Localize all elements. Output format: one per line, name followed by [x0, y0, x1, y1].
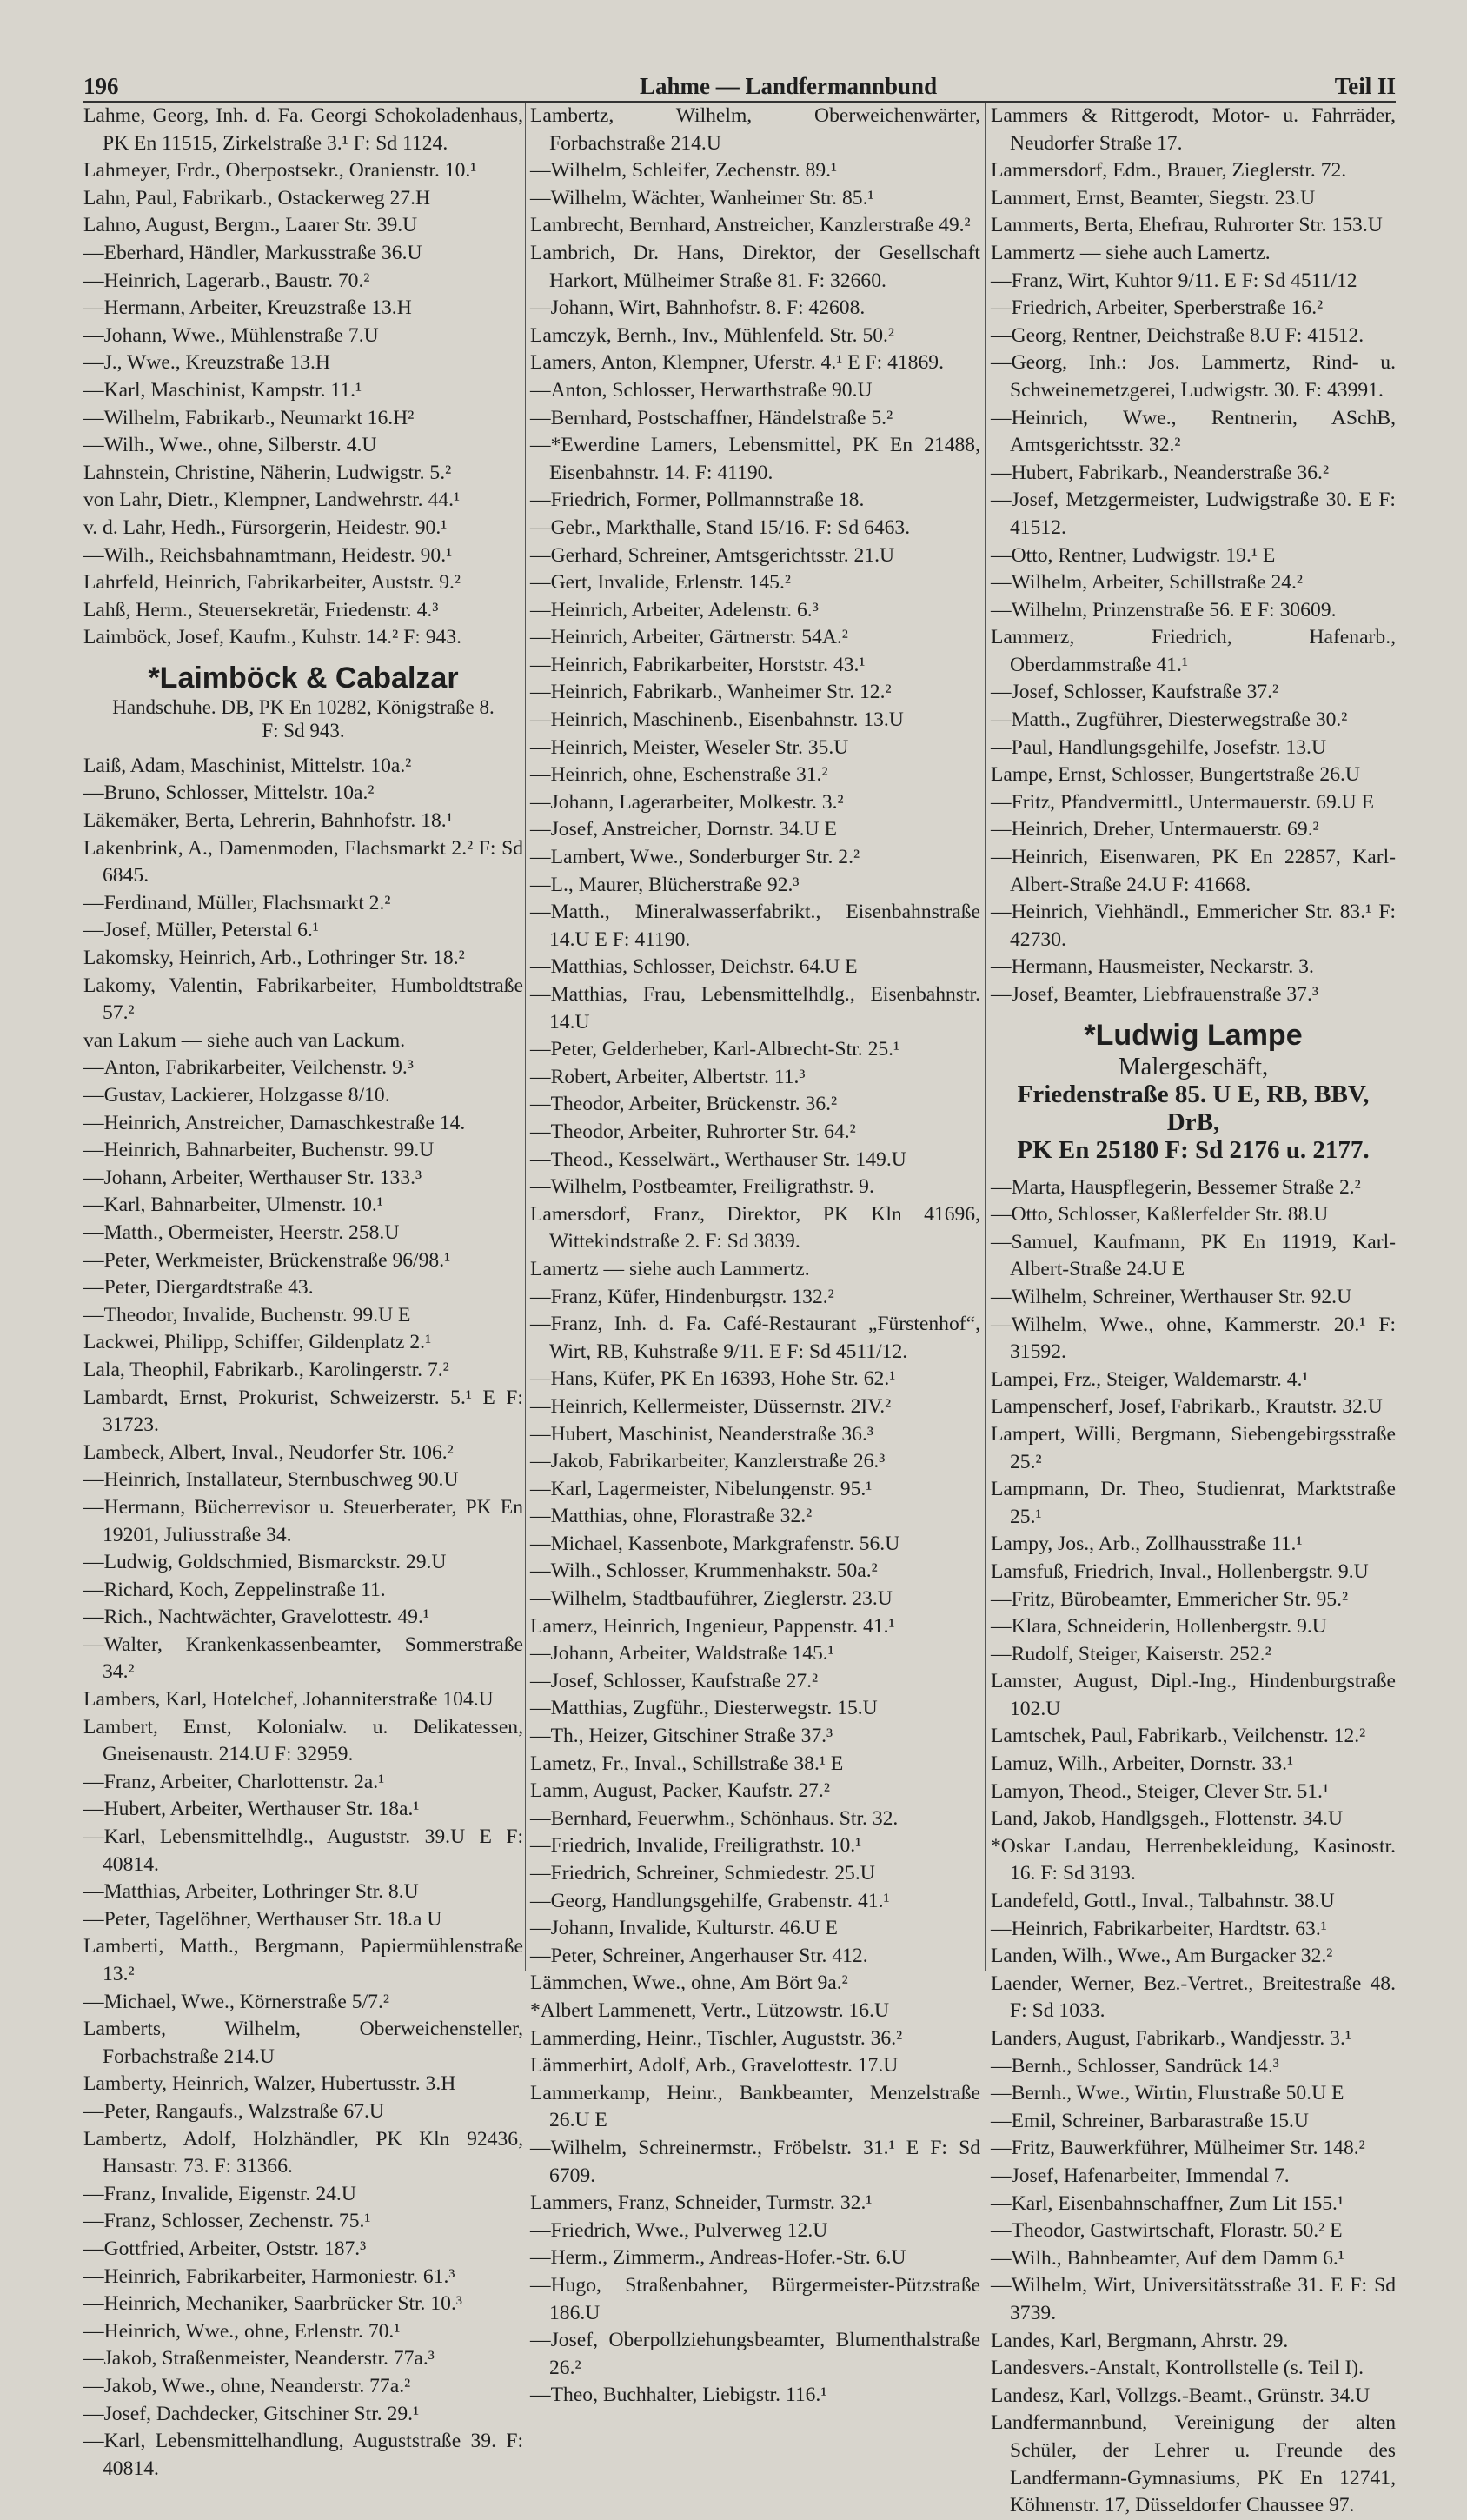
directory-entry: —Matthias, ohne, Florastraße 32.²	[530, 1505, 813, 1528]
directory-entry: —Heinrich, Meister, Weseler Str. 35.U	[530, 735, 849, 759]
directory-entry: Lamm, August, Packer, Kaufstr. 27.²	[530, 1779, 830, 1803]
directory-entry: Lammers & Rittgerodt, Motor- u. Fahrräder, Neudorfer Straße 17.	[991, 104, 1396, 155]
directory-entry: —Peter, Gelderheber, Karl-Albrecht-Str. 25.¹	[530, 1038, 900, 1061]
directory-entry: —Georg, Handlungsgehilfe, Grabenstr. 41.¹	[530, 1889, 890, 1912]
directory-entry: —Eberhard, Händler, Markusstraße 36.U	[83, 241, 422, 264]
directory-entry: Lamberts, Wilhelm, Oberweichensteller, Forbachstraße 214.U	[83, 2018, 523, 2068]
directory-entry: —Fritz, Bürobeamter, Emmericher Str. 95.²	[991, 1587, 1349, 1611]
directory-entry: —Friedrich, Invalide, Freiligrathstr. 10.¹	[530, 1834, 862, 1858]
directory-entry: —Anton, Fabrikarbeiter, Veilchenstr. 9.³	[83, 1056, 414, 1080]
directory-entry: —Theodor, Invalide, Buchenstr. 99.U E	[83, 1303, 411, 1326]
directory-entry: —*Ewerdine Lamers, Lebensmittel, PK En 21488, Eisenbahnstr. 14. F: 41190.	[530, 434, 980, 484]
directory-entry: —Wilhelm, Wwe., ohne, Kammerstr. 20.¹ F: 31592.	[991, 1313, 1396, 1364]
advertisement-title: *Ludwig Lampe	[1084, 1018, 1303, 1052]
directory-entry: —Wilhelm, Wirt, Universitätsstraße 31. E F: Sd 3739.	[991, 2274, 1396, 2324]
directory-entry: —Wilh., Schlosser, Krummenhakstr. 50a.²	[530, 1559, 878, 1583]
directory-entry: Lambardt, Ernst, Prokurist, Schweizerstr. 5.¹ E F: 31723.	[83, 1386, 523, 1437]
directory-entry: —Heinrich, Dreher, Untermauerstr. 69.²	[991, 818, 1319, 841]
directory-entry: *Oskar Landau, Herrenbekleidung, Kasinostr. 16. F: Sd 3193.	[991, 1834, 1396, 1885]
advertisement	[991, 1018, 1396, 1164]
directory-entry: —Matth., Obermeister, Heerstr. 258.U	[83, 1220, 400, 1244]
directory-entry: Lammert, Ernst, Beamter, Siegstr. 23.U	[991, 186, 1316, 209]
directory-entry: —Ludwig, Goldschmied, Bismarckstr. 29.U	[83, 1551, 447, 1574]
directory-entry: —Otto, Schlosser, Kaßlerfelder Str. 88.U	[991, 1203, 1329, 1227]
column-divider	[525, 103, 526, 1971]
directory-entry: —J., Wwe., Kreuzstraße 13.H	[83, 351, 330, 375]
advertisement-title: *Laimböck & Cabalzar	[148, 661, 459, 695]
directory-entry: —Wilh., Bahnbeamter, Auf dem Damm 6.¹	[991, 2246, 1344, 2270]
directory-entry: —Heinrich, Fabrikarbeiter, Harmoniestr. 61.³	[83, 2264, 455, 2288]
advertisement-line: Friedenstraße 85. U E, RB, BBV, DrB,	[1017, 1080, 1370, 1136]
advertisement-line: PK En 25180 F: Sd 2176 u. 2177.	[1017, 1135, 1370, 1164]
directory-entry: —Peter, Schreiner, Angerhauser Str. 412.	[530, 1944, 868, 1967]
directory-entry: —Wilhelm, Wächter, Wanheimer Str. 85.¹	[530, 186, 874, 209]
directory-entry: Lahmeyer, Frdr., Oberpostsekr., Oranienstr. 10.¹	[83, 159, 477, 183]
directory-entry: Landen, Wilh., Wwe., Am Burgacker 32.²	[991, 1945, 1333, 1968]
directory-entry: —Herm., Zimmerm., Andreas-Hofer.-Str. 6.U	[530, 2246, 906, 2270]
directory-entry: —Gebr., Markthalle, Stand 15/16. F: Sd 6463.	[530, 515, 911, 539]
directory-entry: —Lambert, Wwe., Sonderburger Str. 2.²	[530, 846, 860, 869]
directory-entry: —Wilh., Reichsbahnamtmann, Heidestr. 90.¹	[83, 543, 453, 567]
directory-entry: —Matth., Zugführer, Diesterwegstraße 30.²	[991, 708, 1348, 732]
directory-entry: Lambeck, Albert, Inval., Neudorfer Str. 106.²	[83, 1440, 454, 1464]
directory-entry: —Otto, Rentner, Ludwigstr. 19.¹ E	[991, 543, 1276, 567]
directory-entry: Lakenbrink, A., Damenmoden, Flachsmarkt 2.² F: Sd 6845.	[83, 836, 523, 888]
directory-entry: —Th., Heizer, Gitschiner Straße 37.³	[530, 1725, 833, 1748]
directory-entry: —Hubert, Arbeiter, Werthauser Str. 18a.¹	[83, 1798, 420, 1821]
directory-entry: —Walter, Krankenkassenbeamter, Sommerstraße 34.²	[83, 1632, 523, 1684]
directory-entry: —Franz, Küfer, Hindenburgstr. 132.²	[530, 1285, 834, 1308]
directory-entry: —Josef, Dachdecker, Gitschiner Str. 29.¹	[83, 2402, 420, 2425]
directory-entry: —Bernh., Schlosser, Sandrück 14.³	[991, 2054, 1279, 2078]
directory-entry: Landesz, Karl, Vollzgs.-Beamt., Grünstr. 34.U	[991, 2384, 1371, 2407]
directory-entry: —Josef, Schlosser, Kaufstraße 37.²	[991, 681, 1279, 704]
directory-entry: —Anton, Schlosser, Herwarthstraße 90.U	[530, 378, 873, 402]
directory-entry: —Georg, Rentner, Deichstraße 8.U F: 41512.	[991, 323, 1364, 347]
directory-entry: Lamuz, Wilh., Arbeiter, Dornstr. 33.¹	[991, 1752, 1294, 1776]
directory-entry: —Josef, Hafenarbeiter, Immendal 7.	[991, 2164, 1290, 2187]
directory-entry: —Heinrich, Viehhändl., Emmericher Str. 83.¹ F: 42730.	[991, 901, 1396, 951]
directory-entry: —Wilh., Wwe., ohne, Silberstr. 4.U	[83, 434, 377, 457]
directory-entry: —Hans, Küfer, PK En 16393, Hohe Str. 62.¹	[530, 1367, 896, 1391]
directory-entry: —Heinrich, Bahnarbeiter, Buchenstr. 99.U	[83, 1139, 435, 1162]
directory-entry: Lampe, Ernst, Schlosser, Bungertstraße 26.U	[991, 763, 1360, 787]
directory-entry: Lamerz, Heinrich, Ingenieur, Pappenstr. 41.¹	[530, 1614, 895, 1638]
directory-entry: —Karl, Eisenbahnschaffner, Zum Lit 155.¹	[991, 2191, 1344, 2215]
directory-entry: von Lahr, Dietr., Klempner, Landwehrstr. 44.¹	[83, 489, 461, 512]
directory-entry: —Matthias, Zugführ., Diesterwegstr. 15.U	[530, 1697, 878, 1720]
directory-entry: Lackwei, Philipp, Schiffer, Gildenplatz 2.¹	[83, 1331, 432, 1354]
directory-entry: —Gerhard, Schreiner, Amtsgerichtsstr. 21.U	[530, 543, 895, 567]
directory-entry: —Michael, Kassenbote, Markgrafenstr. 56.U	[530, 1532, 900, 1555]
directory-entry: —Heinrich, Mechaniker, Saarbrücker Str. 10.³	[83, 2292, 462, 2316]
column-divider	[985, 103, 986, 1971]
directory-entry: Laiß, Adam, Maschinist, Mittelstr. 10a.²	[83, 754, 412, 777]
column-1	[83, 103, 523, 2483]
directory-entry: Lahrfeld, Heinrich, Fabrikarbeiter, Auststr. 9.²	[83, 571, 461, 595]
directory-entry: Lampenscherf, Josef, Fabrikarb., Krautstr. 32.U	[991, 1395, 1383, 1419]
directory-entry: —Karl, Lagermeister, Nibelungenstr. 95.¹	[530, 1477, 873, 1500]
directory-entry: —Bernhard, Feuerwhm., Schönhaus. Str. 32.	[530, 1806, 899, 1830]
directory-entry: —Wilhelm, Postbeamter, Freiligrathstr. 9.	[530, 1175, 874, 1199]
directory-entry: —Heinrich, Installateur, Sternbuschweg 90.U	[83, 1468, 459, 1492]
directory-entry: —Hubert, Maschinist, Neanderstraße 36.³	[530, 1422, 873, 1446]
directory-entry: —Heinrich, Wwe., Rentnerin, ASchB, Amtsgerichtsstr. 32.²	[991, 406, 1396, 457]
directory-entry: Lammertz — siehe auch Lamertz.	[991, 241, 1271, 264]
directory-entry: Land, Jakob, Handlgsgeh., Flottenstr. 34.U	[991, 1807, 1343, 1831]
directory-entry: —Jakob, Wwe., ohne, Neanderstr. 77a.²	[83, 2374, 411, 2397]
directory-entry: —Gustav, Lackierer, Holzgasse 8/10.	[83, 1084, 390, 1107]
directory-entry: —Marta, Hauspflegerin, Bessemer Straße 2.²	[991, 1175, 1361, 1199]
advertisement-line: Malergeschäft,	[1118, 1052, 1269, 1080]
directory-entry: —Peter, Diergardtstraße 43.	[83, 1276, 314, 1300]
directory-entry: —Matthias, Frau, Lebensmittelhdlg., Eisenbahnstr. 14.U	[530, 983, 980, 1034]
column-2	[530, 103, 980, 2410]
directory-entry: —Johann, Wirt, Bahnhofstr. 8. F: 42608.	[530, 296, 866, 320]
directory-entry: —Heinrich, Wwe., ohne, Erlenstr. 70.¹	[83, 2319, 401, 2343]
directory-entry: Lammerding, Heinr., Tischler, Auguststr. 36.²	[530, 2026, 903, 2050]
directory-entry: —Hermann, Arbeiter, Kreuzstraße 13.H	[83, 296, 412, 320]
directory-entry: Lahno, August, Bergm., Laarer Str. 39.U	[83, 214, 418, 237]
directory-entry: —Ferdinand, Müller, Flachsmarkt 2.²	[83, 891, 391, 914]
directory-entry: —Heinrich, Kellermeister, Düssernstr. 2IV.²	[530, 1394, 892, 1418]
directory-entry: Lampy, Jos., Arb., Zollhausstraße 11.¹	[991, 1533, 1303, 1556]
directory-entry: —Heinrich, Arbeiter, Gärtnerstr. 54A.²	[530, 626, 848, 649]
directory-entry: —Johann, Invalide, Kulturstr. 46.U E	[530, 1917, 838, 1940]
directory-entry: —Rudolf, Steiger, Kaiserstr. 252.²	[991, 1642, 1271, 1666]
directory-entry: —Bernhard, Postschaffner, Händelstraße 5.²	[530, 406, 893, 429]
directory-entry: Lakomy, Valentin, Fabrikarbeiter, Humboldtstraße 57.²	[83, 974, 523, 1025]
directory-entry: Läkemäker, Berta, Lehrerin, Bahnhofstr. 18.¹	[83, 809, 453, 833]
directory-entry: Lamster, August, Dipl.-Ing., Hindenburgstraße 102.U	[991, 1670, 1396, 1720]
directory-entry: —Johann, Arbeiter, Werthauser Str. 133.³	[83, 1166, 422, 1189]
directory-entry: Lahme, Georg, Inh. d. Fa. Georgi Schokoladenhaus, PK En 11515, Zirkelstraße 3.¹ F: Sd 1124.	[83, 104, 523, 155]
page-title: Lahme — Landfermannbund	[640, 73, 938, 99]
directory-entry: —Samuel, Kaufmann, PK En 11919, Karl-Albert-Straße 24.U E	[991, 1230, 1396, 1281]
directory-entry: —Theod., Kesselwärt., Werthauser Str. 149.U	[530, 1147, 906, 1171]
directory-entry: Lambrecht, Bernhard, Anstreicher, Kanzlerstraße 49.²	[530, 214, 971, 237]
directory-entry: Lahn, Paul, Fabrikarb., Ostackerweg 27.H	[83, 186, 431, 209]
directory-entry: Lammerz, Friedrich, Hafenarb., Oberdammstraße 41.¹	[991, 626, 1396, 676]
directory-entry: Lampert, Willi, Bergmann, Siebengebirgsstraße 25.²	[991, 1422, 1396, 1473]
directory-entry: —Matthias, Arbeiter, Lothringer Str. 8.U	[83, 1880, 419, 1904]
directory-entry: van Lakum — siehe auch van Lackum.	[83, 1028, 406, 1052]
directory-entry: —Josef, Metzgermeister, Ludwigstraße 30. E F: 41512.	[991, 489, 1396, 539]
advertisement-line: F: Sd 943.	[262, 719, 345, 741]
directory-entry: —Heinrich, Anstreicher, Damaschkestraße 14.	[83, 1111, 466, 1134]
page-header	[83, 73, 1396, 99]
directory-entry: —Heinrich, Eisenwaren, PK En 22857, Karl-Albert-Straße 24.U F: 41668.	[991, 846, 1396, 896]
directory-entry: —Friedrich, Former, Pollmannstraße 18.	[530, 489, 865, 512]
directory-entry: —Heinrich, Lagerarb., Baustr. 70.²	[83, 269, 370, 292]
directory-entry: Lamberty, Heinrich, Walzer, Hubertusstr. 3.H	[83, 2072, 456, 2096]
directory-entry: —Josef, Beamter, Liebfrauenstraße 37.³	[991, 983, 1318, 1006]
directory-entry: Lammers, Franz, Schneider, Turmstr. 32.¹	[530, 2191, 873, 2215]
directory-entry: Laimböck, Josef, Kaufm., Kuhstr. 14.² F: 943.	[83, 626, 461, 649]
directory-entry: —Jakob, Straßenmeister, Neanderstr. 77a.³	[83, 2347, 435, 2370]
directory-entry: —Johann, Wwe., Mühlenstraße 7.U	[83, 323, 379, 347]
directory-entry: —Gottfried, Arbeiter, Oststr. 187.³	[83, 2237, 367, 2260]
directory-entry: —Karl, Lebensmittelhdlg., Auguststr. 39.U E F: 40814.	[83, 1825, 523, 1876]
directory-entry: —Franz, Arbeiter, Charlottenstr. 2a.¹	[83, 1770, 385, 1793]
directory-entry: —Josef, Müller, Peterstal 6.¹	[83, 919, 319, 942]
directory-entry: —Michael, Wwe., Körnerstraße 5/7.²	[83, 1990, 389, 2013]
directory-entry: —Johann, Arbeiter, Waldstraße 145.¹	[530, 1642, 834, 1666]
directory-entry: —Matth., Mineralwasserfabrikt., Eisenbahnstraße 14.U E F: 41190.	[530, 901, 980, 951]
directory-entry: Lambert, Ernst, Kolonialw. u. Delikatessen, Gneisenaustr. 214.U F: 32959.	[83, 1715, 523, 1766]
directory-entry: —Theodor, Arbeiter, Brückenstr. 36.²	[530, 1093, 838, 1116]
directory-entry: —Johann, Lagerarbeiter, Molkestr. 3.²	[530, 790, 844, 814]
directory-entry: —Josef, Anstreicher, Dornstr. 34.U E	[530, 818, 837, 841]
directory-entry: —Wilhelm, Stadtbauführer, Zieglerstr. 23.U	[530, 1587, 893, 1611]
part-label: Teil II	[1334, 73, 1396, 99]
directory-entry: —Wilhelm, Schleifer, Zechenstr. 89.¹	[530, 159, 838, 183]
directory-entry: —Hubert, Fabrikarb., Neanderstraße 36.²	[991, 461, 1330, 484]
directory-entry: Lambertz, Wilhelm, Oberweichenwärter, Forbachstraße 214.U	[530, 104, 980, 155]
directory-entry: Landefeld, Gottl., Inval., Talbahnstr. 38.U	[991, 1890, 1335, 1913]
directory-entry: —Peter, Werkmeister, Brückenstraße 96/98.¹	[83, 1248, 451, 1272]
directory-entry: Lambrich, Dr. Hans, Direktor, der Gesellschaft Harkort, Mülheimer Straße 81. F: 32660.	[530, 241, 980, 292]
advertisement	[83, 661, 523, 742]
directory-entry: —Peter, Tagelöhner, Werthauser Str. 18.a U	[83, 1907, 442, 1931]
directory-entry: Landes, Karl, Bergmann, Ahrstr. 29.	[991, 2329, 1289, 2352]
directory-entry: —Friedrich, Arbeiter, Sperberstraße 16.²	[991, 296, 1324, 320]
directory-entry: —Friedrich, Wwe., Pulverweg 12.U	[530, 2218, 828, 2242]
directory-entry: —Wilhelm, Arbeiter, Schillstraße 24.²	[991, 571, 1304, 595]
directory-entry: —Matthias, Schlosser, Deichstr. 64.U E	[530, 955, 858, 979]
directory-entry: —Heinrich, Fabrikarbeiter, Hardtstr. 63.¹	[991, 1917, 1327, 1940]
directory-entry: —Jakob, Fabrikarbeiter, Kanzlerstraße 26.³	[530, 1450, 886, 1473]
directory-entry: Lamczyk, Bernh., Inv., Mühlenfeld. Str. 50.²	[530, 323, 895, 347]
directory-entry: —Bruno, Schlosser, Mittelstr. 10a.²	[83, 781, 375, 805]
directory-entry: Lämmerhirt, Adolf, Arb., Gravelottestr. 17.U	[530, 2054, 899, 2078]
directory-entry: Lammerts, Berta, Ehefrau, Ruhrorter Str. 153.U	[991, 214, 1383, 237]
directory-entry: Lamtschek, Paul, Fabrikarb., Veilchenstr. 12.²	[991, 1725, 1366, 1748]
directory-entry: Lampei, Frz., Steiger, Waldemarstr. 4.¹	[991, 1367, 1309, 1391]
directory-entry: —Emil, Schreiner, Barbarastraße 15.U	[991, 2109, 1309, 2132]
directory-entry: —Franz, Wirt, Kuhtor 9/11. E F: Sd 4511/12	[991, 269, 1357, 292]
directory-entry: —Hermann, Bücherrevisor u. Steuerberater, PK En 19201, Juliusstraße 34.	[83, 1495, 523, 1546]
directory-entry: —Gert, Invalide, Erlenstr. 145.²	[530, 571, 791, 595]
directory-entry: —Peter, Rangaufs., Walzstraße 67.U	[83, 2099, 384, 2123]
directory-entry: —Heinrich, Fabrikarbeiter, Horststr. 43.¹	[530, 653, 866, 676]
directory-entry: Lamyon, Theod., Steiger, Clever Str. 51.¹	[991, 1779, 1330, 1803]
directory-entry: Lammerkamp, Heinr., Bankbeamter, Menzelstraße 26.U E	[530, 2081, 980, 2132]
directory-entry: —Fritz, Bauwerkführer, Mülheimer Str. 148.²	[991, 2137, 1365, 2160]
directory-entry: Landers, August, Fabrikarb., Wandjesstr. 3.¹	[991, 2027, 1351, 2050]
directory-entry: Lammersdorf, Edm., Brauer, Zieglerstr. 72.	[991, 159, 1347, 183]
directory-entry: Lakomsky, Heinrich, Arb., Lothringer Str. 18.²	[83, 947, 465, 970]
advertisement-line: Handschuhe. DB, PK En 10282, Königstraße 8.	[112, 695, 495, 718]
directory-entry: —Paul, Handlungsgehilfe, Josefstr. 13.U	[991, 735, 1326, 759]
directory-entry: Landfermannbund, Vereinigung der alten Schüler, der Lehrer u. Freunde des Landfermann-Gymnasiums, PK En 12741, Köhnenstr. 17, Düsseldorfer Chaussee 97.	[991, 2411, 1396, 2517]
directory-entry: —Wilhelm, Fabrikarb., Neumarkt 16.H²	[83, 406, 415, 429]
directory-entry: —Heinrich, Maschinenb., Eisenbahnstr. 13.U	[530, 708, 904, 732]
directory-entry: Lampmann, Dr. Theo, Studienrat, Marktstraße 25.¹	[991, 1478, 1396, 1528]
directory-entry: Lametz, Fr., Inval., Schillstraße 38.¹ E	[530, 1752, 844, 1775]
directory-entry: —Hermann, Hausmeister, Neckarstr. 3.	[991, 955, 1314, 979]
directory-entry: —Karl, Bahnarbeiter, Ulmenstr. 10.¹	[83, 1194, 383, 1217]
directory-entry: —Josef, Oberpollziehungsbeamter, Blumenthalstraße 26.²	[530, 2329, 980, 2379]
directory-entry: —Rich., Nachtwächter, Gravelottestr. 49.¹	[83, 1606, 429, 1629]
directory-entry: Lambertz, Adolf, Holzhändler, PK Kln 92436, Hansastr. 73. F: 31366.	[83, 2127, 523, 2178]
directory-entry: —Franz, Inh. d. Fa. Café-Restaurant „Fürstenhof“, Wirt, RB, Kuhstraße 9/11. E F: Sd 4511/12.	[530, 1313, 980, 1363]
directory-entry: —Josef, Schlosser, Kaufstraße 27.²	[530, 1669, 819, 1692]
directory-entry: Lamertz — siehe auch Lammertz.	[530, 1257, 810, 1280]
directory-entry: —Heinrich, Fabrikarb., Wanheimer Str. 12.²	[530, 681, 892, 704]
directory-entry: —Franz, Schlosser, Zechenstr. 75.¹	[83, 2210, 371, 2233]
directory-entry: —Klara, Schneiderin, Hollenbergstr. 9.U	[991, 1615, 1327, 1639]
directory-entry: Lamersdorf, Franz, Direktor, PK Kln 41696, Wittekindstraße 2. F: Sd 3839.	[530, 1202, 980, 1253]
directory-entry: —Franz, Invalide, Eigenstr. 24.U	[83, 2182, 356, 2205]
directory-entry: —Richard, Koch, Zeppelinstraße 11.	[83, 1578, 386, 1601]
directory-entry: —Heinrich, ohne, Eschenstraße 31.²	[530, 763, 828, 787]
directory-entry: —Friedrich, Schreiner, Schmiedestr. 25.U	[530, 1862, 875, 1885]
directory-entry: Lahnstein, Christine, Näherin, Ludwigstr. 5.²	[83, 461, 452, 484]
directory-entry: —Bernh., Wwe., Wirtin, Flurstraße 50.U E	[991, 2082, 1344, 2105]
column-3	[991, 103, 1396, 2520]
directory-entry: —Theodor, Gastwirtschaft, Florastr. 50.² E	[991, 2219, 1343, 2243]
page-number: 196	[83, 73, 119, 99]
directory-entry: v. d. Lahr, Hedh., Fürsorgerin, Heidestr. 90.¹	[83, 515, 448, 539]
directory-entry: Laender, Werner, Bez.-Vertret., Breitestraße 48. F: Sd 1033.	[991, 1971, 1396, 2023]
directory-entry: —Hugo, Straßenbahner, Bürgermeister-Pützstraße 186.U	[530, 2273, 980, 2324]
directory-entry: —Georg, Inh.: Jos. Lammertz, Rind- u. Schweinemetzgerei, Ludwigstr. 30. F: 43991.	[991, 351, 1396, 402]
directory-entry: —Wilhelm, Schreiner, Werthauser Str. 92.U	[991, 1285, 1352, 1308]
directory-entry: Lala, Theophil, Fabrikarb., Karolingerstr. 7.²	[83, 1358, 449, 1381]
directory-entry: —Robert, Arbeiter, Albertstr. 11.³	[530, 1065, 806, 1088]
directory-entry: Lamberti, Matth., Bergmann, Papiermühlenstraße 13.²	[83, 1935, 523, 1985]
directory-entry: *Albert Lammenett, Vertr., Lützowstr. 16.U	[530, 1998, 890, 2022]
directory-entry: —Wilhelm, Prinzenstraße 56. E F: 30609.	[991, 598, 1337, 622]
directory-entry: —Karl, Maschinist, Kampstr. 11.¹	[83, 378, 362, 402]
directory-entry: —Theodor, Arbeiter, Ruhrorter Str. 64.²	[530, 1120, 856, 1143]
directory-entry: Lamsfuß, Friedrich, Inval., Hollenbergstr. 9.U	[991, 1559, 1369, 1583]
directory-entry: —Theo, Buchhalter, Liebigstr. 116.¹	[530, 2384, 827, 2407]
directory-entry: —Wilhelm, Schreinermstr., Fröbelstr. 31.¹ E F: Sd 6709.	[530, 2136, 980, 2187]
directory-entry: —Karl, Lebensmittelhandlung, Auguststraße 39. F: 40814.	[83, 2430, 523, 2480]
directory-entry: Lämmchen, Wwe., ohne, Am Bört 9a.²	[530, 1971, 848, 1995]
directory-entry: Lahß, Herm., Steuersekretär, Friedenstr. 4.³	[83, 598, 439, 622]
directory-entry: —L., Maurer, Blücherstraße 92.³	[530, 873, 800, 896]
directory-entry: —Fritz, Pfandvermittl., Untermauerstr. 69.U E	[991, 790, 1374, 814]
directory-entry: Lambers, Karl, Hotelchef, Johanniterstraße 104.U	[83, 1688, 494, 1712]
directory-entry: Lamers, Anton, Klempner, Uferstr. 4.¹ E F: 41869.	[530, 351, 944, 375]
directory-entry: Landesvers.-Anstalt, Kontrollstelle (s. Teil I).	[991, 2357, 1364, 2380]
directory-entry: —Heinrich, Arbeiter, Adelenstr. 6.³	[530, 598, 819, 622]
